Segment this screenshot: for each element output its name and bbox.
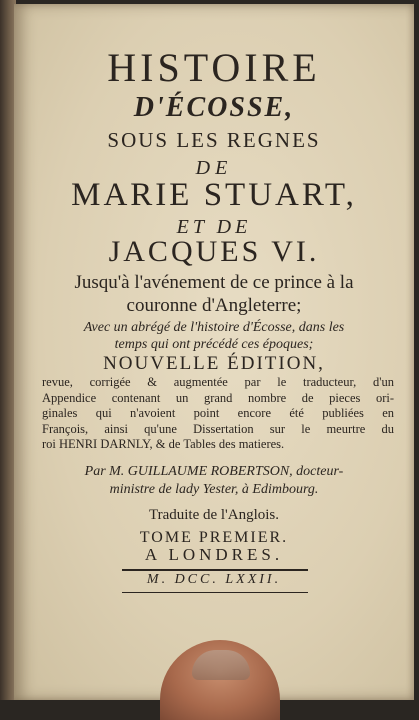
publication-date: M. DCC. LXXII. bbox=[146, 572, 282, 587]
book-subtitle: D'ÉCOSSE, bbox=[133, 92, 295, 123]
author-line-2: ministre de lady Yester, à Edimbourg. bbox=[109, 482, 319, 497]
description-line: Appendice contenant un grand nombre de pieces ori- bbox=[42, 390, 394, 405]
et-de-line: ET DE bbox=[176, 216, 252, 238]
description-line: François, ainsi qu'une Dissertation sur le meurtre du bbox=[42, 421, 394, 436]
book-title: HISTOIRE bbox=[107, 45, 321, 90]
title-page bbox=[14, 4, 414, 700]
reign-line: SOUS LES REGNES bbox=[107, 128, 321, 152]
thumbnail-nail bbox=[192, 650, 250, 680]
publication-place: A LONDRES. bbox=[144, 545, 284, 564]
description-line: ginales qui n'avoient point encore été publiées en bbox=[42, 406, 394, 420]
de-line: DE bbox=[195, 157, 233, 179]
rule-bottom bbox=[122, 592, 308, 593]
name-jacques-vi: JACQUES VI. bbox=[108, 235, 320, 268]
summary-line-1: Avec un abrégé de l'histoire d'Écosse, dans les bbox=[83, 320, 345, 335]
translation-note: Traduite de l'Anglois. bbox=[148, 507, 280, 523]
edition-heading: NOUVELLE ÉDITION, bbox=[103, 353, 325, 374]
volume-label: TOME PREMIER. bbox=[139, 529, 289, 546]
until-line-1: Jusqu'à l'avénement de ce prince à la bbox=[74, 272, 354, 293]
author-line-1: Par M. GUILLAUME ROBERTSON, docteur- bbox=[84, 464, 344, 479]
edition-description bbox=[42, 375, 394, 453]
description-line: revue, corrigée & augmentée par le traducteur, d'un bbox=[42, 375, 394, 389]
name-marie-stuart: MARIE STUART, bbox=[71, 177, 357, 213]
rule-top bbox=[122, 569, 308, 571]
summary-line-2: temps qui ont précédé ces époques; bbox=[114, 337, 314, 352]
description-line: roi HENRI DARNLY, & de Tables des matieres. bbox=[42, 437, 285, 451]
until-line-2: couronne d'Angleterre; bbox=[126, 295, 302, 316]
